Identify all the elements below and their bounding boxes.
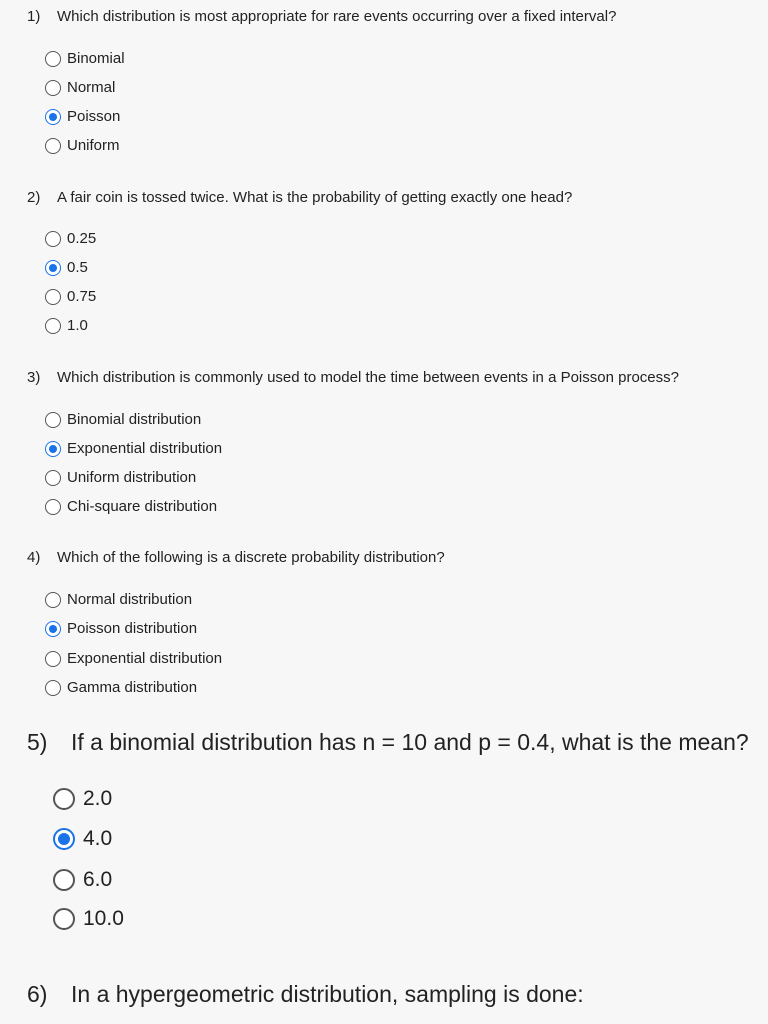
radio-unchecked-icon[interactable] <box>53 908 75 930</box>
radio-checked-icon[interactable] <box>45 260 61 276</box>
option-exponential-distribution[interactable] <box>45 440 222 457</box>
option-label: Exponential distribution <box>67 650 223 667</box>
option-poisson[interactable] <box>45 108 120 125</box>
option-label: Uniform <box>67 137 120 154</box>
question-text: A fair coin is tossed twice. What is the probability of getting exactly one head? <box>57 189 573 206</box>
option-4-0[interactable] <box>53 827 112 851</box>
question-text: Which of the following is a discrete probability distribution? <box>57 549 445 566</box>
option-6-0[interactable] <box>53 868 112 892</box>
question-text: If a binomial distribution has n = 10 and p = 0.4, what is the mean? <box>71 729 749 755</box>
option-label: 0.25 <box>67 230 97 247</box>
radio-unchecked-icon[interactable] <box>45 138 61 154</box>
option-label: 6.0 <box>83 868 113 891</box>
option-0-75[interactable] <box>45 288 96 305</box>
option-normal-distribution[interactable] <box>45 591 192 608</box>
radio-unchecked-icon[interactable] <box>45 499 61 515</box>
option-label: Binomial distribution <box>67 411 202 428</box>
option-binomial[interactable] <box>45 50 125 67</box>
option-chi-square-distribution[interactable] <box>45 498 217 515</box>
question-number: 3) <box>27 369 41 386</box>
radio-unchecked-icon[interactable] <box>53 869 75 891</box>
option-uniform-distribution[interactable] <box>45 469 196 486</box>
radio-unchecked-icon[interactable] <box>45 80 61 96</box>
question-6-header <box>27 981 584 1008</box>
question-number: 6) <box>27 981 48 1007</box>
radio-checked-icon[interactable] <box>45 441 61 457</box>
option-10-0[interactable] <box>53 907 124 931</box>
option-label: 2.0 <box>83 787 113 810</box>
option-label: Exponential distribution <box>67 440 223 457</box>
option-0-25[interactable] <box>45 230 96 247</box>
option-uniform[interactable] <box>45 137 120 154</box>
radio-unchecked-icon[interactable] <box>45 592 61 608</box>
option-0-5[interactable] <box>45 259 88 276</box>
option-label: Binomial <box>67 50 125 67</box>
question-text: Which distribution is most appropriate for rare events occurring over a fixed interval? <box>57 8 617 25</box>
radio-unchecked-icon[interactable] <box>45 470 61 486</box>
option-label: Poisson distribution <box>67 620 198 637</box>
question-2-header <box>27 189 572 206</box>
radio-unchecked-icon[interactable] <box>45 289 61 305</box>
radio-unchecked-icon[interactable] <box>45 412 61 428</box>
radio-unchecked-icon[interactable] <box>45 231 61 247</box>
question-3-header <box>27 369 679 386</box>
question-number: 2) <box>27 189 41 206</box>
question-text: Which distribution is commonly used to model the time between events in a Poisson process? <box>57 369 679 386</box>
option-1-0[interactable] <box>45 317 88 334</box>
option-label: Uniform distribution <box>67 469 197 486</box>
question-5-header <box>27 729 749 756</box>
radio-checked-icon[interactable] <box>53 828 75 850</box>
option-label: Normal distribution <box>67 591 193 608</box>
option-poisson-distribution[interactable] <box>45 620 197 637</box>
question-number: 4) <box>27 549 41 566</box>
option-label: Poisson <box>67 108 121 125</box>
radio-checked-icon[interactable] <box>45 621 61 637</box>
option-2-0[interactable] <box>53 787 112 811</box>
option-label: 10.0 <box>83 907 124 930</box>
radio-unchecked-icon[interactable] <box>45 651 61 667</box>
option-label: Normal <box>67 79 116 96</box>
option-label: Chi-square distribution <box>67 498 218 515</box>
option-label: 1.0 <box>67 317 88 334</box>
question-text: In a hypergeometric distribution, sampling is done: <box>71 981 584 1007</box>
option-label: 0.5 <box>67 259 88 276</box>
question-1-header <box>27 8 616 25</box>
option-binomial-distribution[interactable] <box>45 411 201 428</box>
radio-unchecked-icon[interactable] <box>45 318 61 334</box>
option-normal[interactable] <box>45 79 115 96</box>
radio-unchecked-icon[interactable] <box>53 788 75 810</box>
option-gamma-distribution[interactable] <box>45 679 197 696</box>
option-exponential-distribution[interactable] <box>45 650 222 667</box>
radio-checked-icon[interactable] <box>45 109 61 125</box>
radio-unchecked-icon[interactable] <box>45 680 61 696</box>
option-label: 0.75 <box>67 288 97 305</box>
option-label: 4.0 <box>83 827 113 850</box>
radio-unchecked-icon[interactable] <box>45 51 61 67</box>
question-4-header <box>27 549 445 566</box>
option-label: Gamma distribution <box>67 679 198 696</box>
question-number: 1) <box>27 8 41 25</box>
question-number: 5) <box>27 729 48 755</box>
